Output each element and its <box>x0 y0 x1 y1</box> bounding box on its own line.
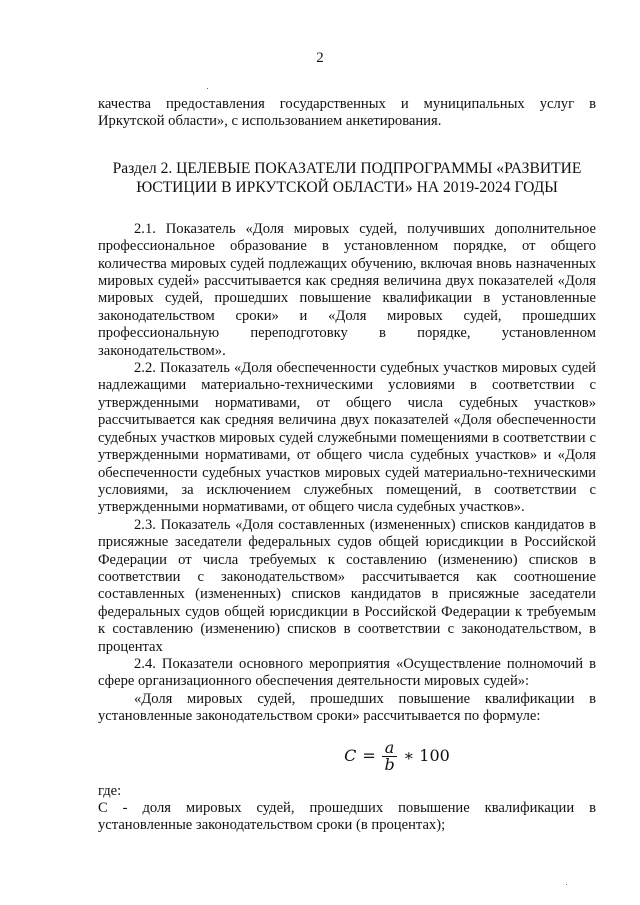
formula-equals: = <box>362 746 376 766</box>
definition-c: С - доля мировых судей, прошедших повышение квалификации в установленные законодательством сроки (в процентах); <box>98 800 596 834</box>
scan-speck <box>566 884 567 885</box>
formula <box>98 737 596 774</box>
paragraph-2-1: 2.1. Показатель «Доля мировых судей, получивших дополнительное профессиональное образование в установленном порядке, от общего количества мировых судей подлежащих обучению, включая вновь назначенных мировых судей» рассчитывается как средняя величина двух показателей «Доля мировых судей, прошедших повышение квалификации в установленные законодательством сроки» и «Доля мировых судей, прошедших профессиональную переподготовку в порядке, установленном законодательством». <box>98 220 596 359</box>
where-label: где: <box>98 782 122 799</box>
formula-fraction <box>382 737 398 774</box>
paragraph-2-3: 2.3. Показатель «Доля составленных (измененных) списков кандидатов в присяжные заседатели федеральных судов общей юрисдикции в Российской Федерации от числа требуемых к составлению (изменению) списков в соответствии с законодательством» рассчитывается как соотношение составленных (измененных) списков кандидатов в присяжные заседатели федеральных судов общей юрисдикции в Российской Федерации к требуемым к составлению (изменению) списков в соответствии с законодательством, в процентах <box>98 516 596 655</box>
document-body <box>98 96 596 835</box>
formula-numerator: a <box>382 740 398 757</box>
formula-intro: «Доля мировых судей, прошедших повышение квалификации в установленные законодательством сроки» рассчитывается по формуле: <box>98 690 596 725</box>
page-number: 2 <box>316 50 324 66</box>
section-heading: Раздел 2. ЦЕЛЕВЫЕ ПОКАЗАТЕЛИ ПОДПРОГРАММЫ «РАЗВИТИЕ ЮСТИЦИИ В ИРКУТСКОЙ ОБЛАСТИ» НА 2019-2024 ГОДЫ <box>112 159 582 196</box>
formula-lhs: C <box>344 746 357 766</box>
formula-denominator: b <box>384 754 395 774</box>
continuation-text: качества предоставления государственных и муниципальных услуг в Иркутской области», с использованием анкетирования. <box>98 96 596 130</box>
paragraph-2-2: 2.2. Показатель «Доля обеспеченности судебных участков мировых судей надлежащими материально-техническими условиями в соответствии с утвержденными нормативами, от общего числа судебных участков» рассчитывается как средняя величина двух показателей «Доля обеспеченности судебных участков мировых судей служебными помещениями в соответствии с утвержденными нормативами, от общего числа судебных участков» и «Доля обеспеченности судебных участков мировых судей материально-техническими условиями, за исключением служебных помещений, в соответствии с утвержденными нормативами, от общего числа судебных участков». <box>98 360 596 516</box>
formula-tail: ∗ 100 <box>403 746 450 766</box>
scan-speck <box>207 88 208 89</box>
paragraph-2-4: 2.4. Показатели основного мероприятия «Осуществление полномочий в сфере организационного обеспечения деятельности мировых судей»: <box>98 655 596 690</box>
